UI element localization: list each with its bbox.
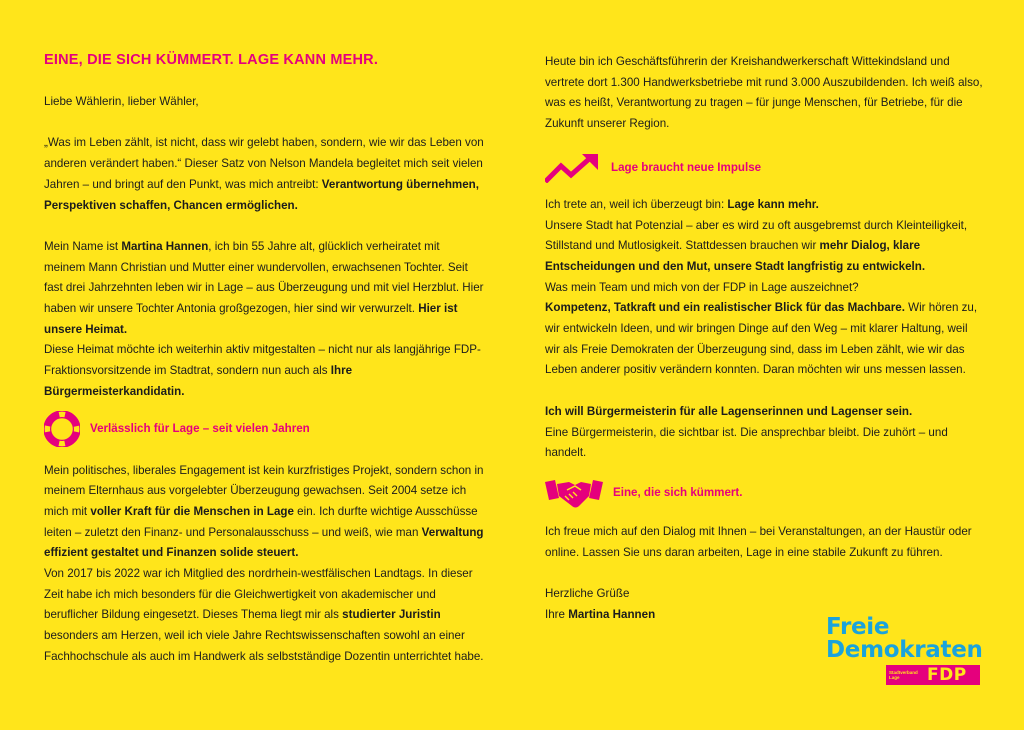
job-paragraph: Heute bin ich Geschäftsführerin der Kreishandwerkerschaft Wittekindsland und vertrete dort 1.300 Handwerksbetriebe mit rund 3.000 Auszubildenden. Ich weiß also, was es heißt, Verantwortung zu tragen – für junge Menschen, für Betriebe, für die Zukunft unserer Region. — [545, 55, 983, 131]
mayor-paragraph: Eine Bürgermeisterin, die sichtbar ist. Die ansprechbar bleibt. Die zuhört – und handelt. — [545, 425, 948, 460]
impulse-paragraph-3 — [545, 298, 985, 381]
mayor-statement — [545, 402, 985, 423]
engagement-bold-2: Verwaltung effizient gestaltet und Finanzen solide steuert. — [44, 525, 484, 560]
section-impulse — [545, 153, 985, 183]
signature-name: Martina Hannen — [568, 607, 656, 621]
intro-paragraph — [44, 133, 484, 216]
greeting: Liebe Wählerin, lieber Wähler, — [44, 95, 199, 108]
mayor-bold: Ich will Bürgermeisterin für alle Lagenserinnen und Lagenser sein. — [545, 404, 913, 418]
closing: Herzliche Grüße — [545, 587, 630, 601]
fdp-logo — [826, 616, 986, 688]
engagement-text-1: Mein politisches, liberales Engagement ist kein kurzfristiges Projekt, sondern schon in meinem Elternhaus aus vorgelebter Überzeugung gewachsen. Seit 2004 setze ich mich mit — [44, 463, 484, 518]
bio-text-1: Mein Name ist — [44, 239, 122, 253]
bio-paragraph — [44, 237, 484, 341]
trend-up-arrow-icon — [545, 153, 601, 183]
landtag-text-1: Von 2017 bis 2022 war ich Mitglied des nordrhein-westfälischen Landtags. In dieser Zeit habe ich mich besonders für die Gleichwertigkeit von akademischer und beruflicher Bildung eingesetzt. Dieses Thema liegt mir als — [44, 567, 473, 622]
candidate-name: Martina Hannen — [121, 239, 209, 253]
engagement-bold-1: voller Kraft für die Menschen in Lage — [90, 504, 294, 518]
left-column — [44, 50, 484, 668]
bio-bold-candidate: Ihre Bürgermeisterkandidatin. — [44, 364, 353, 398]
section-title-impulse: Lage braucht neue Impulse — [611, 161, 762, 175]
impulse-bold-1: Lage kann mehr. — [727, 197, 819, 211]
signature-prefix: Ihre — [545, 607, 569, 621]
impulse-paragraph-2 — [545, 216, 985, 278]
impulse-text-1: Ich trete an, weil ich überzeugt bin: — [545, 197, 728, 211]
impulse-question: Was mein Team und mich von der FDP in Lage auszeichnet? — [545, 280, 859, 294]
intro-bold: Verantwortung übernehmen, Perspektiven schaffen, Chancen ermöglichen. — [44, 177, 479, 212]
headline: EINE, DIE SICH KÜMMERT. LAGE KANN MEHR. — [44, 52, 379, 68]
landtag-paragraph — [44, 564, 484, 668]
logo-fdp-bar — [886, 665, 980, 685]
logo-line-freie: Freie — [826, 614, 890, 640]
impulse-bold-3: Kompetenz, Tatkraft und ein realistischer Blick für das Machbare. — [545, 301, 905, 315]
impulse-text-2: Unsere Stadt hat Potenzial – aber es wird zu oft ausgebremst durch Kleinteiligkeit, Stillstand und Mutlosigkeit. Stattdessen brauchen wir — [545, 218, 968, 253]
lifebuoy-icon — [44, 411, 80, 447]
bio-text-3: Diese Heimat möchte ich weiterhin aktiv mitgestalten – nicht nur als langjährige FDP-Fraktionsvorsitzende im Stadtrat, sondern nun auch als — [44, 343, 481, 378]
intro-text: „Was im Leben zählt, ist nicht, dass wir gelebt haben, sondern, wie wir das Leben von anderen verändert haben.“ Dieser Satz von Nelson Mandela begleitet mich seit vielen Jahren – und bringt auf den Punkt, was mich antreibt: — [44, 136, 484, 191]
impulse-bold-2: mehr Dialog, klare Entscheidungen und den Mut, unsere Stadt langfristig zu entwickeln. — [545, 239, 926, 273]
section-kuemmert — [545, 476, 985, 510]
handshake-icon — [545, 476, 603, 510]
landtag-text-2: besonders am Herzen, weil ich viele Jahre Rechtswissenschaften sowohl an einer Fachhochschule als auch im Handwerk als selbstständige Dozentin unterrichtet habe. — [44, 629, 484, 663]
right-column — [545, 52, 985, 625]
impulse-text-4: Wir hören zu, wir entwickeln Ideen, und wir bringen Dinge auf den Weg – mit klarer Haltung, weil wir als Freie Demokraten der Überzeugung sind, dass im Leben zählt, wie wir das Leben anderer positiv verändern konnten. Daran möchten wir uns messen lassen. — [545, 301, 978, 377]
logo-fdp-text: FDP — [927, 665, 967, 685]
engagement-paragraph — [44, 461, 484, 565]
engagement-text-2: ein. Ich durfte wichtige Ausschüsse leiten – zuletzt den Finanz- und Personalausschuss – und weiß, wie man — [44, 504, 478, 539]
bio-bold-heimat: Hier ist unsere Heimat. — [44, 302, 458, 336]
dialog-paragraph: Ich freue mich auf den Dialog mit Ihnen – bei Veranstaltungen, an der Haustür oder online. Lassen Sie uns daran arbeiten, Lage in eine stabile Zukunft zu führen. — [545, 524, 972, 559]
logo-line-demokraten: Demokraten — [826, 637, 983, 663]
bio-paragraph-2 — [44, 340, 484, 402]
section-verlaesslich — [44, 411, 484, 447]
landtag-bold: studierter Juristin — [342, 608, 441, 622]
section-title-kuemmert: Eine, die sich kümmert. — [613, 486, 743, 500]
section-title-verlaesslich: Verlässlich für Lage – seit vielen Jahren — [90, 422, 310, 436]
bio-text-2: , ich bin 55 Jahre alt, glücklich verheiratet mit meinem Mann Christian und Mutter einer wundervollen, erwachsenen Tochter. Seit fast drei Jahrzehnten leben wir in Lage – aus Überzeugung und mit viel Herzblut. Hier haben wir unsere Tochter Antonia großgezogen, hier sind wir verwurzelt. — [44, 239, 484, 315]
impulse-paragraph-1 — [545, 195, 985, 216]
logo-subtitle: Stadtverband Lage — [889, 670, 918, 680]
